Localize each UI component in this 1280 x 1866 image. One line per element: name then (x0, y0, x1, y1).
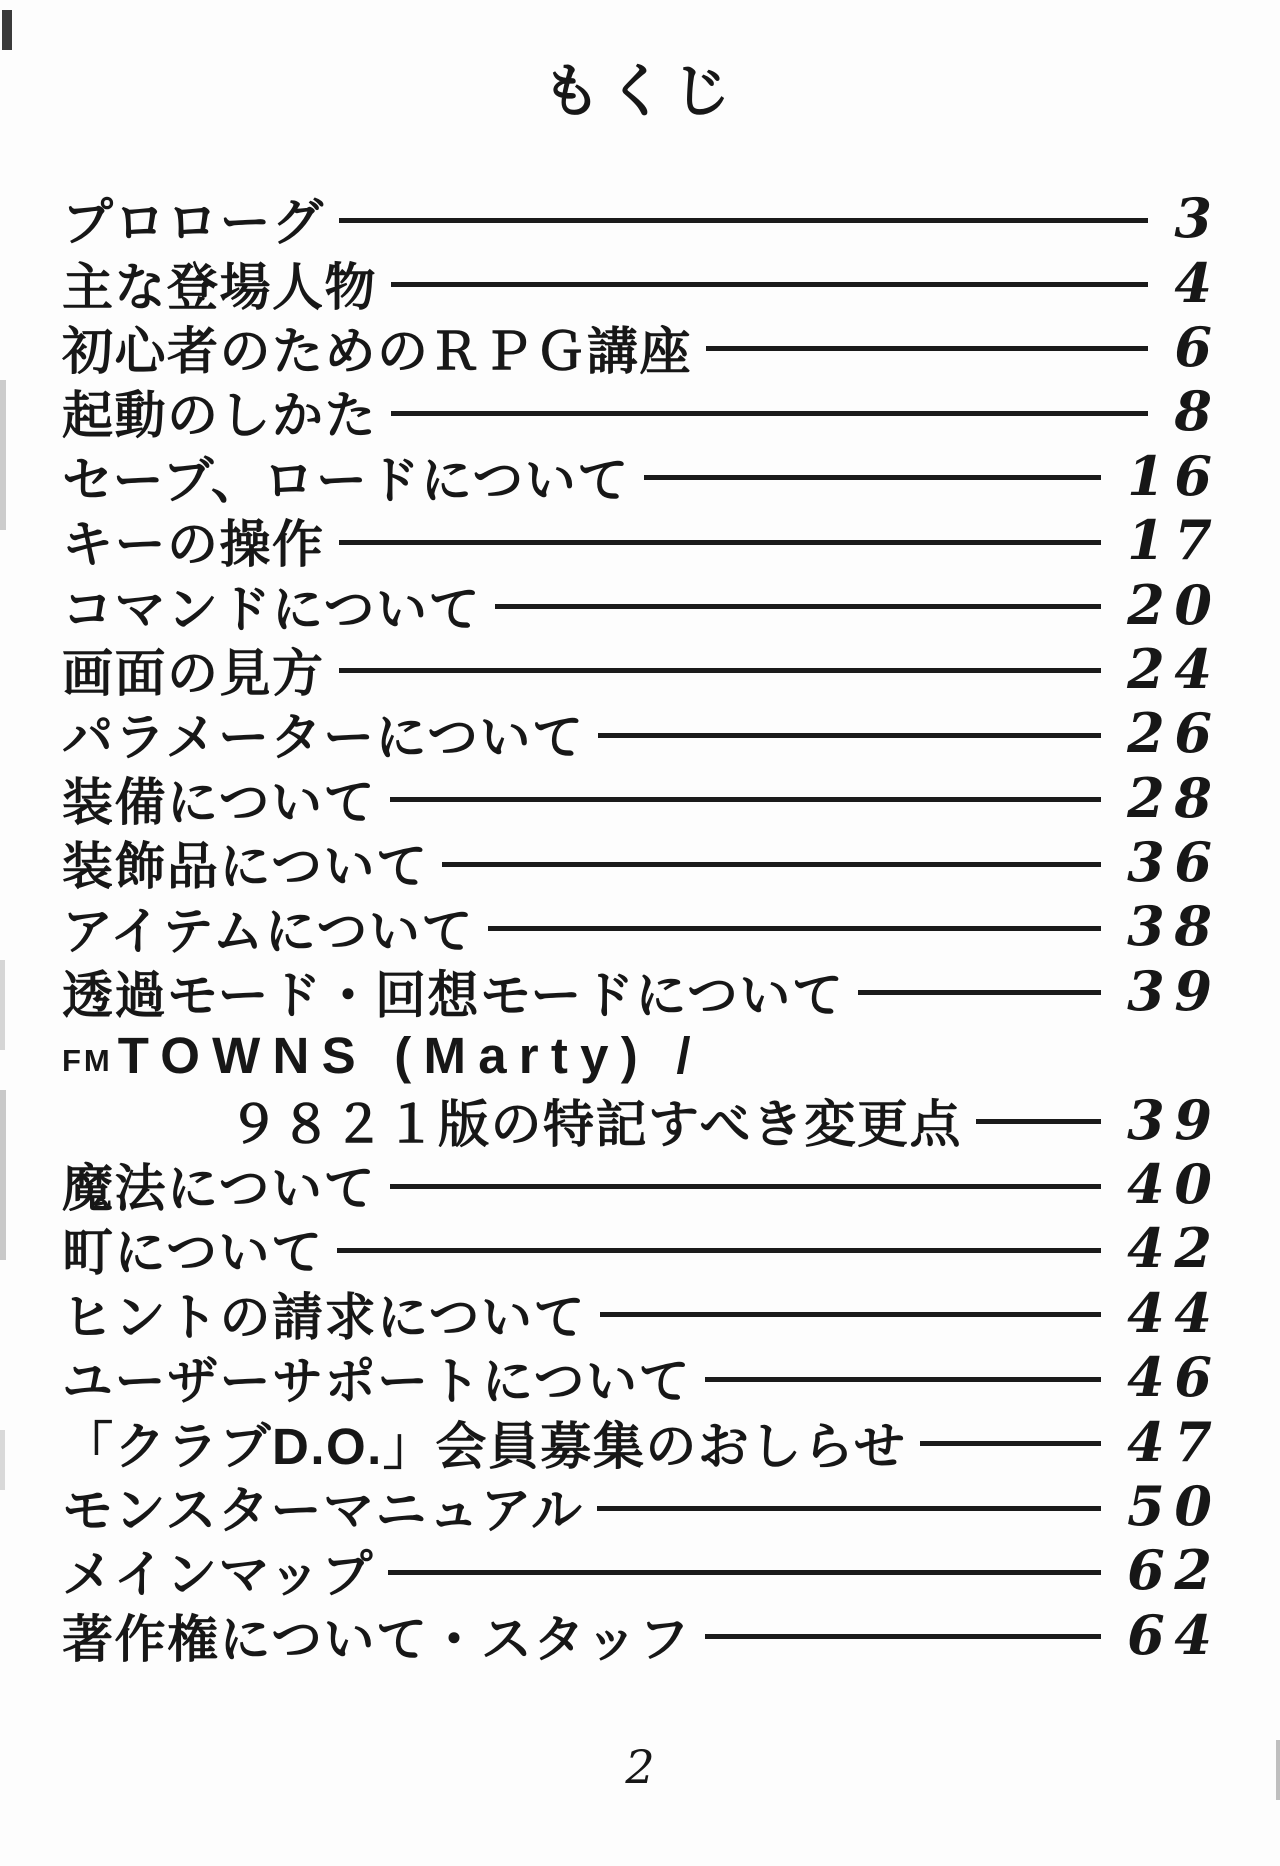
toc-entry-page: 44 (1127, 1280, 1222, 1345)
toc-entry-page: 64 (1127, 1602, 1222, 1667)
toc-leader-line (597, 1506, 1101, 1511)
toc-entry-label: 魔法について (62, 1160, 376, 1218)
toc-entry (62, 701, 1222, 767)
toc-leader-line (388, 1570, 1101, 1575)
toc-entry-page: 42 (1127, 1216, 1222, 1281)
toc-leader-line (442, 862, 1101, 867)
toc-entry-label: TOWNS (Marty) / (117, 1026, 703, 1084)
toc-entry-page: 26 (1127, 701, 1222, 766)
toc-entry-label: 画面の見方 (62, 644, 325, 702)
toc-entry-page: 6 (1174, 314, 1222, 379)
toc-leader-line (391, 282, 1148, 287)
toc-leader-line (598, 733, 1101, 738)
toc-entry-label: 装飾品について (62, 838, 429, 896)
toc-entry-label: プロローグ (62, 194, 325, 252)
toc-entry (62, 1152, 1222, 1218)
toc-entry (62, 443, 1222, 509)
toc-leader-line (339, 668, 1102, 673)
toc-list (62, 186, 1222, 1668)
toc-entry-page: 46 (1127, 1345, 1222, 1410)
toc-entry (62, 1280, 1222, 1346)
toc-entry-label: キーの操作 (62, 516, 325, 574)
scan-artifact (0, 1430, 5, 1490)
toc-leader-line (337, 1248, 1101, 1253)
toc-entry-label: セーブ、ロードについて (62, 451, 630, 509)
toc-leader-line (339, 540, 1102, 545)
toc-entry-page: 39 (1127, 958, 1222, 1023)
toc-entry-page: 3 (1174, 186, 1222, 251)
toc-entry-page: 28 (1127, 765, 1222, 830)
toc-entry-label: 「クラブD.O.」会員募集のおしらせ (62, 1417, 907, 1475)
toc-entry (62, 1602, 1222, 1668)
toc-entry-label: 起動のしかた (62, 387, 378, 445)
toc-leader-line (976, 1119, 1101, 1124)
toc-entry-label: ユーザーサポートについて (62, 1353, 691, 1411)
toc-entry-page: 8 (1174, 379, 1222, 444)
toc-entry-label: コマンドについて (62, 580, 481, 638)
toc-entry-page: 62 (1127, 1538, 1222, 1603)
toc-leader-line (705, 1634, 1101, 1639)
toc-entry-page: 24 (1127, 636, 1222, 701)
footer-page-number: 2 (625, 1740, 655, 1794)
toc-entry-label: 主な登場人物 (62, 258, 378, 316)
toc-leader-line (706, 346, 1148, 351)
toc-entry-page: 38 (1127, 894, 1222, 959)
toc-entry-label: メインマップ (62, 1546, 374, 1604)
toc-entry-page: 36 (1127, 830, 1222, 895)
toc-entry-page: 50 (1127, 1474, 1222, 1538)
toc-entry (62, 186, 1222, 252)
toc-entry (62, 765, 1222, 831)
toc-entry (62, 1345, 1222, 1411)
toc-entry (62, 958, 1222, 1024)
toc-entry-page: 40 (1127, 1152, 1222, 1217)
toc-entry-label: 透過モード・回想モードについて (62, 966, 845, 1024)
toc-entry-page: 17 (1127, 508, 1222, 573)
scan-artifact (0, 380, 6, 530)
toc-entry-label: 著作権について・スタッフ (62, 1610, 691, 1668)
toc-leader-line (390, 797, 1101, 802)
toc-entry (62, 508, 1222, 574)
toc-entry-label: 初心者のためのＲＰＧ講座 (62, 322, 693, 380)
toc-entry-page: 16 (1127, 443, 1222, 508)
toc-leader-line (495, 604, 1101, 609)
scan-artifact (0, 960, 5, 1050)
toc-entry (62, 1023, 1212, 1087)
toc-entry (62, 314, 1222, 380)
toc-entry (62, 1474, 1222, 1540)
toc-leader-line (858, 990, 1101, 995)
toc-entry-label: パラメーターについて (62, 709, 585, 767)
toc-leader-line (644, 475, 1101, 480)
toc-entry-page: 20 (1127, 572, 1222, 637)
toc-leader-line (600, 1312, 1101, 1317)
toc-leader-line (390, 1184, 1101, 1189)
toc-entry-page: 39 (1127, 1087, 1222, 1152)
toc-entry-label: モンスターマニュアル (62, 1482, 584, 1540)
toc-leader-line (339, 218, 1149, 223)
toc-entry-page: 4 (1174, 250, 1222, 315)
toc-entry (62, 1087, 1222, 1153)
toc-leader-line (705, 1377, 1101, 1382)
toc-leader-line (920, 1441, 1101, 1446)
scan-artifact (0, 1090, 6, 1260)
toc-entry (62, 830, 1222, 896)
toc-entry (62, 379, 1222, 445)
toc-entry-page: 47 (1127, 1409, 1222, 1474)
toc-entry-label: ９８２１版の特記すべき変更点 (228, 1095, 962, 1153)
toc-entry (62, 572, 1222, 638)
toc-entry (62, 250, 1222, 316)
toc-entry-label: 装備について (62, 773, 376, 831)
toc-entry-prefix: FM (62, 1043, 113, 1079)
toc-leader-line (391, 411, 1148, 416)
page-title: もくじ (542, 59, 738, 124)
toc-entry (62, 1538, 1222, 1604)
toc-entry-label: ヒントの請求について (62, 1288, 586, 1346)
toc-entry-label: アイテムについて (62, 902, 474, 960)
toc-entry (62, 1216, 1222, 1282)
toc-entry (62, 1409, 1222, 1475)
toc-entry (62, 636, 1222, 702)
toc-entry-label: 町について (62, 1224, 324, 1282)
toc-entry (62, 894, 1222, 960)
toc-leader-line (488, 926, 1101, 931)
